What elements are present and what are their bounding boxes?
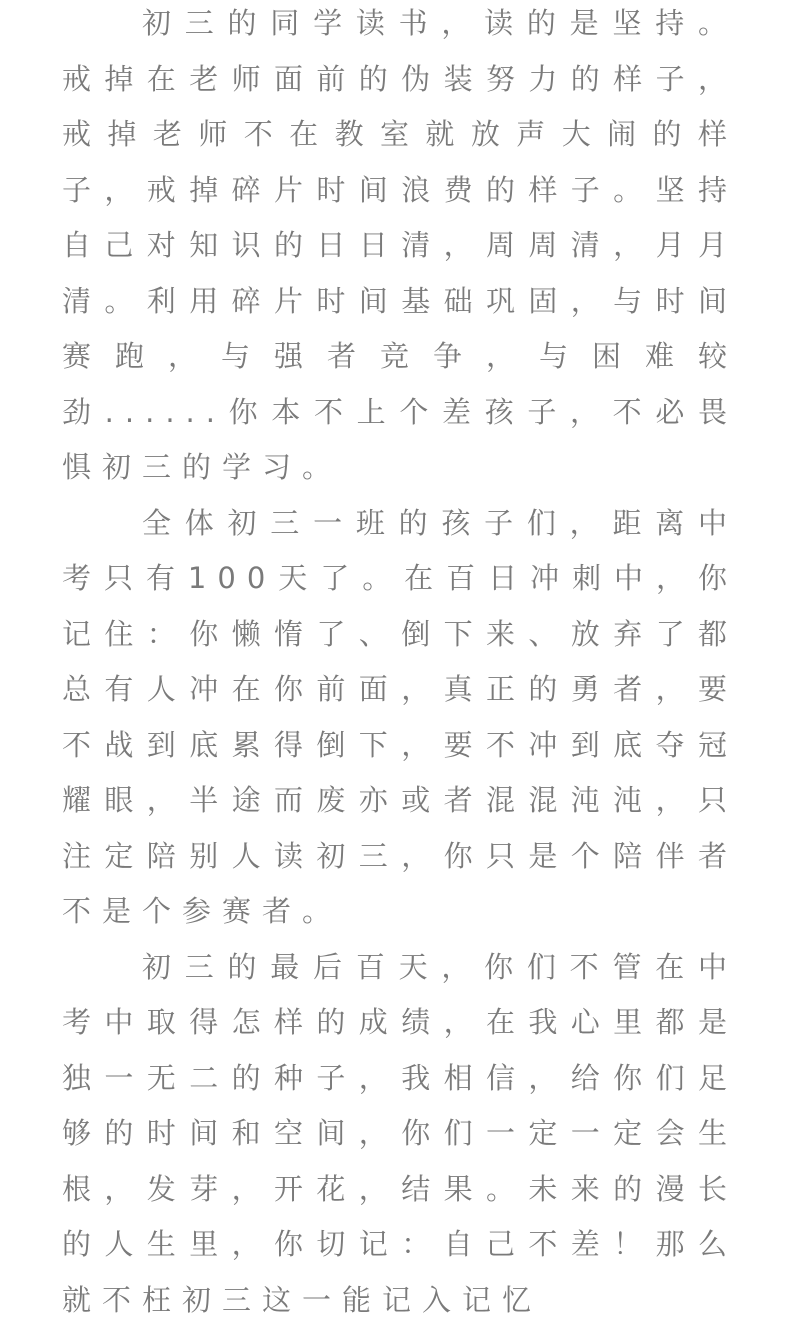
paragraph-3: 初三的最后百天，你们不管在中考中取得怎样的成绩，在我心里都是独一无二的种子，我相信，给你们足够的时间和空间，你们一定一定会生根，发芽，开花，结果。未来的漫长的人生里，你切记：自己不差！那么就不枉初三这一能记入记忆 <box>62 940 738 1328</box>
article-body <box>62 0 738 1328</box>
paragraph-2: 全体初三一班的孩子们，距离中考只有100天了。在百日冲刺中，你记住：你懒惰了、倒下来、放弃了都总有人冲在你前面，真正的勇者，要不战到底累得倒下，要不冲到底夺冠耀眼，半途而废亦或者混混沌沌，只注定陪别人读初三，你只是个陪伴者不是个参赛者。 <box>62 496 738 940</box>
paragraph-1: 初三的同学读书，读的是坚持。戒掉在老师面前的伪装努力的样子，戒掉老师不在教室就放声大闹的样子，戒掉碎片时间浪费的样子。坚持自己对知识的日日清，周周清，月月清。利用碎片时间基础巩固，与时间赛跑，与强者竞争，与困难较劲......你本不上个差孩子，不必畏惧初三的学习。 <box>62 0 738 496</box>
